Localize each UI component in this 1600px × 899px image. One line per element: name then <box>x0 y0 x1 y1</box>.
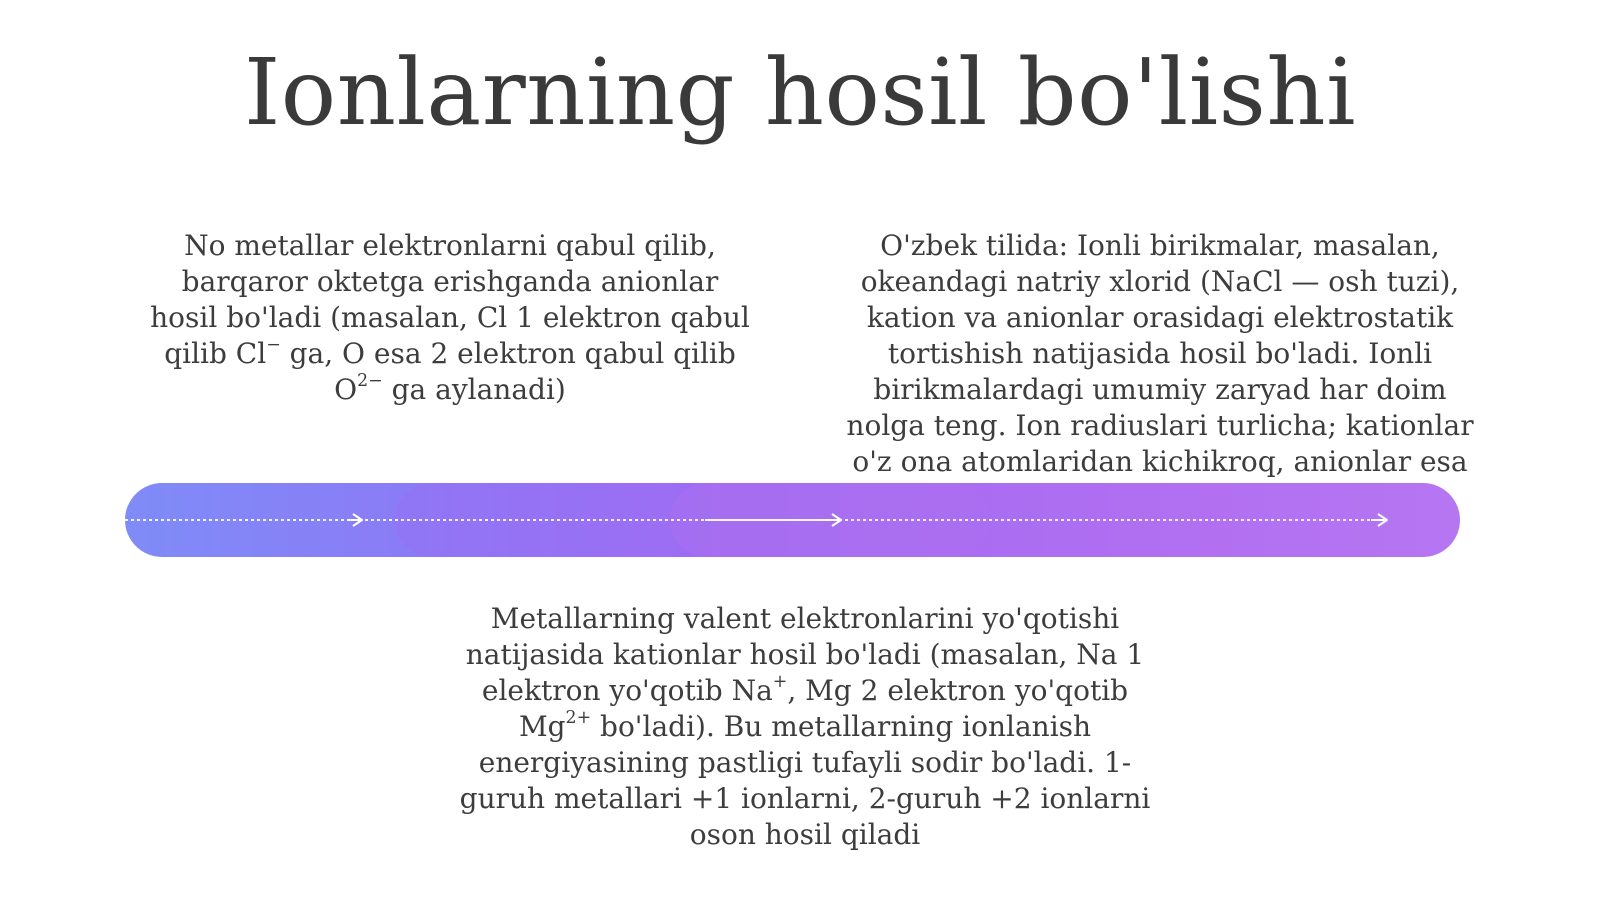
anion-formation-text: No metallar elektronlarni qabul qilib, barqaror oktetga erishganda anionlar hosil bo'ladi (masalan, Cl 1 elektron qabul qilib Cl− ga, O esa 2 elektron qabul qilib $O^{2-}$ ga aylanadi) <box>150 229 750 406</box>
timeline-connector <box>125 483 1460 557</box>
slide-title: Ionlarning hosil bo'lishi <box>243 39 1357 146</box>
sodium-charge: + <box>772 671 788 692</box>
chloride-charge: − <box>266 334 281 355</box>
magnesium-charge: 2+ <box>565 707 592 728</box>
timeline-bar <box>125 483 1460 557</box>
arrow-right-icon <box>347 514 362 526</box>
cation-formation-text: Metallarning valent elektronlarini yo'qotishi natijasida kationlar hosil bo'ladi (masalan, Na 1 elektron yo'qotib Na+, Mg 2 elektron yo'qotib $Mg^{2+}$ bo'ladi). Bu metallarning ionlanish energiyasining pastligi tufayli sodir bo'ladi. 1-guruh metallari +1 ionlarni, 2-guruh +2 ionlarni oson hosil qiladi <box>459 602 1151 851</box>
arrow-right-icon <box>825 514 841 526</box>
oxide-charge: 2− <box>357 370 383 391</box>
ionic-compounds-text: O'zbek tilida: Ionli birikmalar, masalan, okeandagi natriy xlorid (NaCl — osh tuzi), kation va anionlar orasidagi elektrostatik tortishish natijasida hosil bo'ladi. Ionli birikmalardagi umumiy zaryad har doim nolga teng. Ion radiuslari turlicha; kationlar o'z ona atomlaridan kichikroq, anionlar esa <box>846 229 1474 478</box>
arrow-right-icon <box>1371 514 1387 526</box>
